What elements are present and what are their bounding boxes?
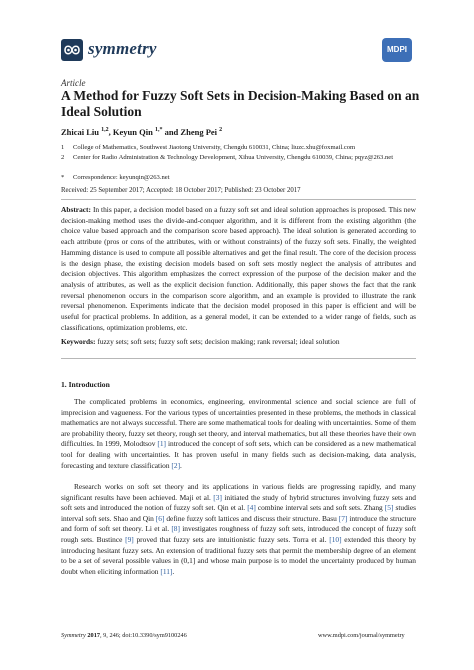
paragraph-text: extended this theory by introducing hesitant fuzzy sets. An extension of traditional fuzzy sets that permit the membership degree of an element to be a set of several possible values in (0,1] and whose main purpose is to model the uncertainty produced by human doubt when eliciting information — [61, 534, 416, 576]
footer-citation — [61, 632, 187, 639]
author-name: Zhicai Liu — [61, 127, 100, 137]
author-affiliation-mark: 1,* — [154, 127, 163, 134]
paragraph-text: combine interval sets and soft sets. Zhang — [255, 503, 385, 513]
citation-link[interactable]: [8] — [171, 524, 180, 534]
citation-link[interactable]: [4] — [247, 503, 256, 513]
affiliation-text: Center for Radio Administration & Technology Development, Xihua University, Chengdu 610039, China; pqyz@263.net — [73, 154, 394, 161]
intro-paragraph — [61, 482, 416, 577]
citation-link[interactable]: [11] — [160, 566, 173, 576]
intro-paragraph — [61, 397, 416, 471]
paragraph-text: initiated the study of hybrid structures involving fuzzy sets and soft sets and introduced the notion of fuzzy soft set. Qin et al. — [61, 492, 416, 513]
publication-dates: Received: 25 September 2017; Accepted: 18 October 2017; Published: 23 October 2017 — [61, 187, 301, 194]
paragraph-text: . — [180, 460, 182, 470]
citation-link[interactable]: [1] — [157, 439, 166, 449]
author-affiliation-mark: 1,2 — [101, 127, 109, 134]
author-list — [61, 127, 222, 137]
paragraph-text: introduced the concept of soft sets, which can be considered as a new mathematical tool for dealing with uncertainties. It has proven useful in many fields such as decision-making, data analysis, forecasting and texture classification — [61, 439, 417, 470]
paragraph-text: studies interval soft sets. Shao and Qin — [61, 503, 416, 523]
paragraph-text: Research works on soft set theory and its applications in various fields are progressing rapidly, and many significant results have been achieved. Maji et al. — [61, 482, 416, 502]
paragraph-text: investigates roughness of fuzzy soft sets, introduced the concept of fuzzy soft rough sets. Bustince — [61, 524, 416, 544]
abstract — [61, 205, 416, 333]
footer-url[interactable]: www.mdpi.com/journal/symmetry — [318, 632, 405, 639]
mdpi-logo-text: MDPI — [387, 45, 407, 54]
affiliation-number: 1 — [61, 144, 65, 151]
citation-link[interactable]: [2] — [171, 460, 181, 470]
paragraph-text: define fuzzy soft lattices and discuss their structure. Basu — [164, 513, 339, 523]
paragraph-text: . — [172, 566, 175, 576]
citation-link[interactable]: [6] — [155, 513, 165, 523]
correspondence — [61, 173, 421, 182]
author-separator: , — [108, 127, 113, 137]
paragraph-text: introduce the structure and form of soft set theory. Li et al. — [61, 513, 417, 534]
article-title: A Method for Fuzzy Soft Sets in Decision-Making Based on an Ideal Solution — [61, 88, 420, 119]
paragraph-text: The complicated problems in economics, engineering, environmental science and social science are full of imprecision and vagueness. For the various types of uncertainties presented in these problems, the methods in classical mathematics are not always successful. There are some mathematical tools for dealing with uncertainties. Some of them are probability theory, fuzzy set theory, rough set theory, and interval mathematics, but all these theories have their own difficulties. In 1999, Molodtsov — [61, 397, 416, 449]
keywords-text: fuzzy sets; soft sets; fuzzy soft sets; decision making; rank reversal; ideal solution — [97, 337, 340, 346]
keywords — [61, 337, 416, 348]
citation-link[interactable]: [7] — [338, 513, 348, 523]
author-affiliation-mark: 2 — [219, 127, 223, 134]
abstract-text: In this paper, a decision model based on a fuzzy soft set and ideal solution approaches is proposed. This new decision-making method uses the divide-and-conquer algorithm, and it is different from the existing algorithm (the choice value based approach and the comparison score based approach). The ideal solution is generated according to each attribute (pros or cons of the attributes, with or without constraints) of the fuzzy soft sets. Finally, the weighted Hamming distance is used to compute all possible alternatives and get the final result. The core of the decision process is the design phase, the existing decision models based on soft sets mostly neglect the analysis of attributes and decision objectives. This algorithm emphasizes the correct expression of the purpose of the decision maker and the analysis of attributes, as well as the explicit decision function. Additionally, this paper shows the fact that the rank reversal phenomenon occurs in the comparison score algorithm, and an example is provided to illustrate the rank reversal phenomenon. Experiments indicate that the decision model proposed in this paper is efficient and will be useful for practical problems. In addition, as a general model, it can be extended to a wider range of fields, such as classifications, optimization problems, etc. — [61, 205, 416, 332]
citation-link[interactable]: [10] — [329, 534, 342, 544]
author-name: Zheng Pei — [180, 127, 218, 137]
affiliation — [61, 143, 421, 152]
citation-link[interactable]: [5] — [384, 503, 394, 513]
divider — [61, 358, 416, 359]
symmetry-logo-icon — [61, 39, 83, 61]
correspondence-mark: * — [61, 174, 65, 181]
correspondence-text: Correspondence: keyunqin@263.net — [73, 174, 170, 181]
author-separator: and — [162, 127, 181, 137]
article-type: Article — [61, 78, 86, 88]
footer-year: 2017 — [87, 632, 100, 639]
mdpi-logo — [382, 38, 412, 62]
journal-name: symmetry — [88, 39, 157, 58]
citation-link[interactable]: [9] — [125, 534, 134, 544]
paragraph-text: proved that fuzzy sets are intuitionistic fuzzy sets. Torra et al. — [133, 534, 330, 544]
keywords-label: Keywords: — [61, 337, 96, 346]
affiliation-text: College of Mathematics, Southwest Jiaotong University, Chengdu 610031, China; liuzc.xhu@foxmail.com — [73, 144, 356, 151]
author-name: Keyun Qin — [112, 127, 153, 137]
affiliation-number: 2 — [61, 154, 65, 161]
footer-doi: , 9, 246; doi:10.3390/sym9100246 — [100, 632, 187, 639]
section-heading: 1. Introduction — [61, 380, 110, 389]
footer-journal: Symmetry — [61, 632, 86, 639]
abstract-label: Abstract: — [61, 205, 91, 214]
divider — [61, 199, 416, 200]
citation-link[interactable]: [3] — [213, 492, 222, 502]
affiliation — [61, 153, 421, 162]
